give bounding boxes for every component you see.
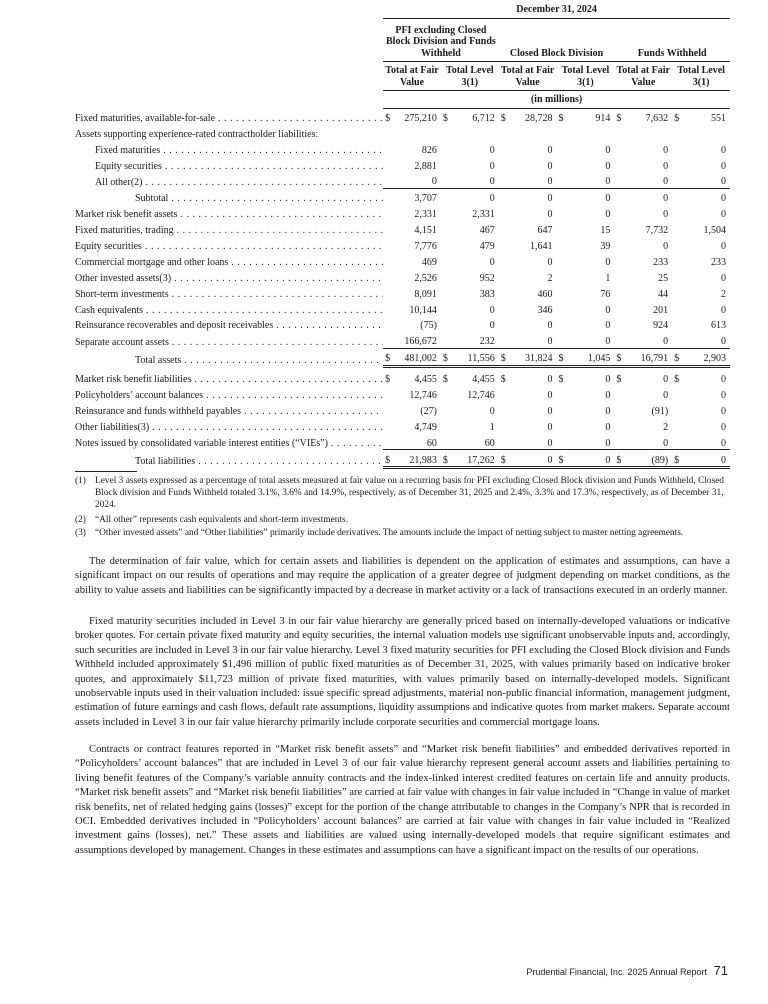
table-row [75,172,730,188]
cell-value: 7,732 [645,225,669,237]
date-header: December 31, 2024 [383,4,730,18]
row-label-text: Subtotal . . . [135,193,383,204]
cell-value: 166,672 [383,332,441,348]
row-label [75,140,383,156]
cell-value: 383 [479,288,495,300]
cell-value: $ 2,903 [672,348,730,366]
cell-value: 60 [383,433,441,449]
column-header: Total Level 3(1) [557,62,615,91]
row-label [75,402,383,418]
cell-value: 7,776 [414,241,437,253]
cell-value: 0 [721,421,726,433]
table-row [75,237,730,253]
table-row [75,108,730,124]
cell-value: 8,091 [414,288,437,300]
cell-value [557,124,615,140]
footnote-text: “All other” represents cash equivalents and short-term investments. [95,515,349,525]
row-label [75,386,383,402]
row-label [75,417,383,433]
table-body [75,108,730,468]
cell-value: $ 6,712 [442,112,495,124]
cell-value: 0 [721,272,726,284]
row-label [75,108,383,124]
cell-value: 1 [605,272,611,284]
cell-value: 826 [421,144,437,156]
cell-value: 0 [383,172,441,188]
cell-value: 0 [557,332,615,348]
cell-value: 0 [721,390,726,402]
table-row [75,402,730,418]
footnote-mark: (1) [75,476,86,486]
row-label-text: Reinsurance recoverables and deposit receivables . . . [75,320,383,331]
body-paragraph: The determination of fair value, which for certain assets and liabilities is dependent on the application of estimates and assumptions, can have a significant impact on our results of operations and may require the application of a greater degree of judgment depending on market conditions, as the ability to value assets and liabilities can be significantly impacted by a decrease in market activity or a lack of transactions executed in an orderly manner. [75,556,730,596]
row-label-text: Fixed maturities, trading . . . [75,225,383,236]
cell-value [614,124,672,140]
cell-value: 0 [663,390,669,402]
cell-value: 952 [479,272,495,284]
footnote [75,514,730,526]
footnote-mark: (2) [75,515,86,525]
cell-value: 0 [614,332,672,348]
row-label-text: Equity securities . . . [95,161,383,172]
footnote-text: Level 3 assets expressed as a percentage of total assets measured at fair value on a recurring basis for PFI excluding Closed Block division and Funds Withheld, Closed Block division and Funds Withheld totaled 3.1%, 3.6% and 14.9%, respectively, as of December 31, 2025 and 2.4%, 3.3% and 17.3%, respectively, as of December 31, 2024. [95,476,724,511]
cell-value: 201 [653,304,669,316]
cell-value: 0 [499,433,557,449]
cell-value: 76 [600,288,611,300]
table-row [75,253,730,269]
body-paragraph: Fixed maturity securities included in Level 3 in our fair value hierarchy are generally priced based on internally-developed valuations or indicative broker quotes. For certain private fixed maturity and equity securities, the internal valuation models use significant unobservable inputs and, accordingly, such securities are included in Level 3 in our fair value hierarchy. Level 3 fixed maturity securities for PFI excluding the Closed Block division and Funds Withheld included approximately $1,496 million of public fixed maturities as of December 31, 2025, with values primarily based on indicative broker quotes, and approximately $11,723 million of private fixed maturities, with values primarily based on internally-developed models. Significant unobservable inputs used in their valuation included: issue specific spread adjustments, material non-public financial information, management judgment, estimation of future earnings and cash flows, default rate assumptions, liquidity assumptions and indicative quotes from market makers. Separate account assets included in Level 3 in our fair value hierarchy primarily include corporate securities and commercial mortgage loans. [75,616,730,728]
cell-value [441,124,499,140]
cell-value: 0 [605,304,611,316]
column-header: Total at Fair Value [383,62,441,91]
cell-value: (91) [651,405,669,417]
cell-value: 4,151 [414,225,437,237]
footnote-text: “Other invested assets” and “Other liabilities” primarily include derivatives. The amounts include the impact of netting subject to master netting agreements. [95,528,684,538]
cell-value: 0 [547,390,553,402]
table-row [75,332,730,348]
row-label-text: Other invested assets(3) . . . [75,273,383,284]
cell-value: $ 21,983 [383,450,441,468]
cell-value: 0 [547,256,553,268]
column-header: Total Level 3(1) [672,62,730,91]
footnote [75,527,730,539]
row-label [75,284,383,300]
cell-value: 0 [605,421,611,433]
cell-value: 924 [653,320,669,332]
cell-value: 44 [658,288,669,300]
table-row [75,156,730,172]
row-label [75,205,383,221]
row-label [75,156,383,172]
cell-value: 0 [605,160,611,172]
row-label-text: Policyholders’ account balances . . . [75,390,383,401]
row-label-text: Fixed maturities . . . [95,145,383,156]
cell-value: 0 [672,332,730,348]
cell-value: 0 [663,193,669,205]
cell-value: $ 0 [499,450,557,468]
table-row [75,417,730,433]
row-label [75,188,383,204]
cell-value: 12,746 [409,390,437,402]
cell-value: 0 [605,256,611,268]
table-row [75,268,730,284]
cell-value: 0 [557,172,615,188]
cell-value: 0 [547,405,553,417]
cell-value: 0 [547,160,553,172]
row-label-text: Total liabilities . . . [135,456,383,467]
cell-value: 0 [557,433,615,449]
row-label-text: Total assets . . . [135,355,383,366]
cell-value: 0 [614,433,672,449]
row-label-text: Other liabilities(3) . . . [75,422,383,433]
page-footer [526,963,728,978]
row-label [75,253,383,269]
row-label [75,348,383,366]
cell-value: 0 [489,160,495,172]
cell-value: 1,641 [530,241,553,253]
cell-value: 1 [489,421,495,433]
cell-value: $ 4,455 [385,374,437,386]
cell-value: 0 [605,320,611,332]
row-label-text: Equity securities . . . [75,241,383,252]
cell-value: 0 [721,160,726,172]
cell-value: 2,331 [472,209,495,221]
cell-value: $ 551 [674,112,726,124]
cell-value: 0 [489,304,495,316]
cell-value: $ 0 [616,374,669,386]
cell-value: 10,144 [409,304,437,316]
cell-value: 12,746 [467,390,495,402]
cell-value: 0 [605,405,611,417]
group-header: PFI excluding Closed Block Division and Funds Withheld [383,18,499,62]
cell-value: $ 914 [558,112,611,124]
cell-value: 613 [711,320,726,332]
group-header: Closed Block Division [499,18,615,62]
table-row [75,433,730,449]
cell-value: $ 275,210 [385,112,437,124]
table-row [75,316,730,332]
cell-value: 467 [479,225,495,237]
table-row [75,221,730,237]
row-label-text: Fixed maturities, available-for-sale . . . [75,113,383,124]
row-label [75,237,383,253]
row-label [75,332,383,348]
cell-value: 2 [721,288,726,300]
cell-value: $ 7,632 [616,112,669,124]
cell-value: 0 [499,172,557,188]
cell-value: $ 1,045 [557,348,615,366]
cell-value: 0 [614,172,672,188]
page-number: 71 [713,963,728,978]
cell-value: $ 0 [500,374,553,386]
cell-value: 0 [721,193,726,205]
table-row [75,188,730,204]
table-row [75,140,730,156]
cell-value: 0 [547,209,553,221]
cell-value: 0 [547,421,553,433]
cell-value: $ 17,262 [441,450,499,468]
cell-value: 0 [489,256,495,268]
cell-value: 2,526 [414,272,437,284]
row-label [75,366,383,385]
footnote-divider [75,471,137,472]
cell-value: 0 [489,405,495,417]
cell-value: $ 28,728 [500,112,553,124]
cell-value: 0 [547,144,553,156]
row-label-text: Separate account assets . . . [75,337,383,348]
cell-value: 0 [721,304,726,316]
cell-value: 469 [421,256,437,268]
cell-value: $ 0 [674,374,726,386]
cell-value: (75) [420,320,437,332]
cell-value: 0 [605,193,611,205]
units-label: (in millions) [383,91,730,109]
row-label-text: Assets supporting experience-rated contractholder liabilities: [75,128,319,140]
table-row [75,300,730,316]
row-label-text: Market risk benefit liabilities . . . [75,374,383,385]
row-label-text: Cash equivalents . . . [75,305,383,316]
cell-value: 0 [547,320,553,332]
cell-value: 0 [489,193,495,205]
cell-value: $ 31,824 [499,348,557,366]
cell-value: 2,881 [414,160,437,172]
row-label-text: Short-term investments . . . [75,289,383,300]
row-label [75,433,383,449]
cell-value: 3,707 [414,193,437,205]
cell-value: 0 [672,433,730,449]
group-header: Funds Withheld [614,18,730,62]
cell-value: 479 [479,241,495,253]
cell-value: $ 0 [672,450,730,468]
cell-value: 39 [600,241,611,253]
cell-value [672,124,730,140]
column-header: Total Level 3(1) [441,62,499,91]
table-row [75,348,730,366]
cell-value: 2,331 [414,209,437,221]
cell-value: 233 [653,256,669,268]
cell-value: $ (89) [614,450,672,468]
footnote [75,475,730,511]
cell-value: 1,504 [703,225,726,237]
row-label [75,450,383,468]
cell-value: 0 [605,209,611,221]
cell-value: 4,749 [414,421,437,433]
cell-value: $ 0 [557,450,615,468]
cell-value: 346 [537,304,553,316]
cell-value: $ 4,455 [442,374,495,386]
cell-value: 0 [663,144,669,156]
row-label-text: Commercial mortgage and other loans . . . [75,257,383,268]
footnote-mark: (3) [75,528,86,538]
cell-value: 0 [721,241,726,253]
cell-value: 0 [547,193,553,205]
cell-value: 0 [721,144,726,156]
column-header: Total at Fair Value [499,62,557,91]
cell-value: 232 [441,332,499,348]
cell-value [383,124,441,140]
cell-value: 0 [663,160,669,172]
cell-value: 15 [600,225,611,237]
row-label [75,316,383,332]
row-label [75,124,383,140]
cell-value: $ 0 [558,374,611,386]
row-label-text: Reinsurance and funds withheld payables . . . [75,406,383,417]
cell-value: 2 [663,421,669,433]
column-header: Total at Fair Value [614,62,672,91]
cell-value: $ 11,556 [441,348,499,366]
cell-value: 0 [489,320,495,332]
cell-value: (27) [420,405,437,417]
row-label-text: All other(2) . . . [95,177,383,188]
cell-value: 0 [663,241,669,253]
table-row [75,366,730,385]
row-label [75,221,383,237]
table-row [75,124,730,140]
row-label [75,172,383,188]
cell-value: 0 [489,144,495,156]
cell-value: $ 481,002 [383,348,441,366]
footer-text: Prudential Financial, Inc. 2025 Annual Report [526,967,708,977]
body-paragraph: Contracts or contract features reported in “Market risk benefit assets” and “Market risk benefit liabilities” and embedded derivatives reported in “Policyholders’ account balances” that are included in Level 3 of our fair value hierarchy represent general account assets and liabilities pertaining to living benefit features of the Company’s variable annuity contracts and the index-linked interest credited features on certain life and annuity products. “Market risk benefit assets” and “Market risk benefit liabilities” are carried at fair value with changes in fair value included in “Change in value of market risk benefits, net of related hedging gains (losses)” except for the portion of the change attributable to changes in the Company’s NPR that is recorded in OCI. Embedded derivatives included in “Policyholders’ account balances” are carried at fair value with changes in fair value included in “Realized investment gains (losses), net.” These assets and liabilities are valued using internally-developed models that require significant estimates and assumptions developed by management. Changes in these estimates and assumptions can have a significant impact on the results of our operations. [75,744,730,856]
fair-value-table [75,4,730,469]
cell-value: 460 [537,288,553,300]
table-row [75,450,730,468]
cell-value: 0 [663,209,669,221]
cell-value: 0 [672,172,730,188]
row-label-text: Notes issued by consolidated variable interest entities (“VIEs”) . . . [75,438,383,449]
cell-value: 0 [721,209,726,221]
cell-value [499,124,557,140]
row-label [75,300,383,316]
cell-value: 647 [537,225,553,237]
cell-value: 25 [658,272,669,284]
cell-value: 0 [605,390,611,402]
table-row [75,386,730,402]
table-row [75,205,730,221]
row-label [75,268,383,284]
row-label-text: Market risk benefit assets . . . [75,209,383,220]
cell-value: $ 16,791 [614,348,672,366]
cell-value: 0 [605,144,611,156]
cell-value: 2 [547,272,553,284]
table-row [75,284,730,300]
cell-value: 0 [441,172,499,188]
cell-value: 60 [441,433,499,449]
cell-value: 0 [499,332,557,348]
cell-value: 233 [711,256,726,268]
cell-value: 0 [721,405,726,417]
